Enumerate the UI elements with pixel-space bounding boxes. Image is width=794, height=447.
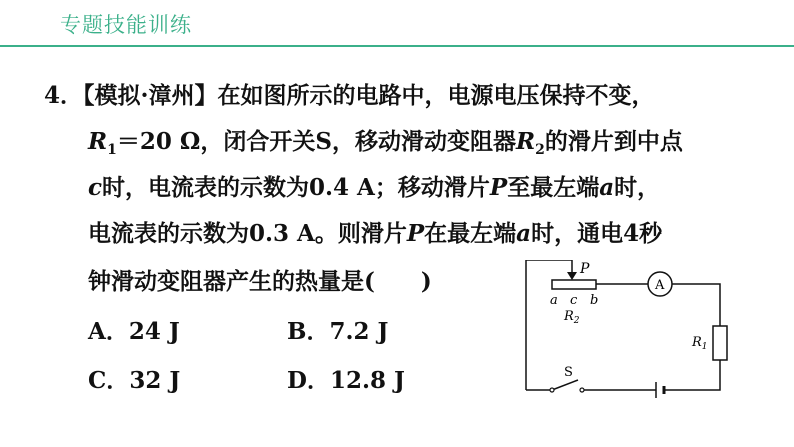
option-d-letter: D． <box>287 367 330 394</box>
question-text-3c: 时， <box>614 174 661 201</box>
header-title: 专题技能训练 <box>60 13 192 37</box>
question-text-2b: 的滑片到中点 <box>544 128 683 155</box>
slider-arrow-icon <box>567 272 577 280</box>
r2-symbol: R <box>515 128 536 155</box>
question-text-1: 在如图所示的电路中，电源电压保持不变， <box>217 82 655 109</box>
switch-blade <box>552 380 578 390</box>
question-text-5: 钟滑动变阻器产生的热量是( ) <box>88 268 432 295</box>
question-line-1 <box>44 77 655 110</box>
point-c-symbol: c <box>88 174 103 201</box>
option-a[interactable] <box>88 313 180 346</box>
option-a-value: 24 J <box>128 318 180 345</box>
circuit-diagram <box>520 260 750 400</box>
question-line-2 <box>88 123 683 158</box>
header-divider <box>0 45 794 47</box>
question-source: 【模拟·漳州】 <box>83 82 218 109</box>
question-text-4b: 在最左端 <box>424 220 517 247</box>
r1-subscript: 1 <box>107 142 117 158</box>
option-c[interactable] <box>88 362 180 395</box>
rheostat-r2 <box>552 280 596 289</box>
slider-p-symbol-2: P <box>406 220 425 247</box>
r1-symbol: R <box>88 128 108 155</box>
point-a-symbol: a <box>599 174 615 201</box>
resistor-r1 <box>713 326 727 360</box>
terminal-a-label: a <box>550 293 558 308</box>
question-line-4 <box>88 215 662 248</box>
slider-p-symbol: P <box>489 174 508 201</box>
question-text-2a: ＝20 Ω，闭合开关S，移动滑动变阻器 <box>116 128 516 155</box>
wire-ammeter-r1 <box>672 284 720 326</box>
ammeter-label: A <box>655 278 665 293</box>
question-text-3b: 至最左端 <box>507 174 600 201</box>
switch-contact-right <box>580 388 584 392</box>
r2-label: $R_2$ <box>564 309 580 326</box>
question-text-3a: 时，电流表的示数为0.4 A；移动滑片 <box>102 174 490 201</box>
r1-label: $R_1$ <box>692 335 708 352</box>
terminal-b-label: b <box>590 293 599 308</box>
point-a-symbol-2: a <box>516 220 532 247</box>
question-line-5 <box>88 263 432 296</box>
option-c-letter: C． <box>88 367 130 394</box>
switch-label: S <box>564 365 573 380</box>
question-line-3 <box>88 169 660 202</box>
question-number: 4． <box>44 82 84 109</box>
option-d[interactable] <box>287 362 405 395</box>
option-c-value: 32 J <box>129 367 181 394</box>
option-b-value: 7.2 J <box>329 318 389 345</box>
option-d-value: 12.8 J <box>329 367 405 394</box>
switch-contact-left <box>550 388 554 392</box>
wire-r1-battery <box>664 360 720 390</box>
terminal-c-label: c <box>570 293 578 308</box>
option-a-letter: A． <box>88 318 129 345</box>
header-bar <box>0 0 794 46</box>
option-b[interactable] <box>287 313 388 346</box>
question-text-4a: 电流表的示数为0.3 A。则滑片 <box>88 220 407 247</box>
r2-subscript: 2 <box>535 142 545 158</box>
question-text-4c: 时，通电4秒 <box>531 220 663 247</box>
slider-label: P <box>580 261 590 277</box>
option-b-letter: B． <box>287 318 330 345</box>
